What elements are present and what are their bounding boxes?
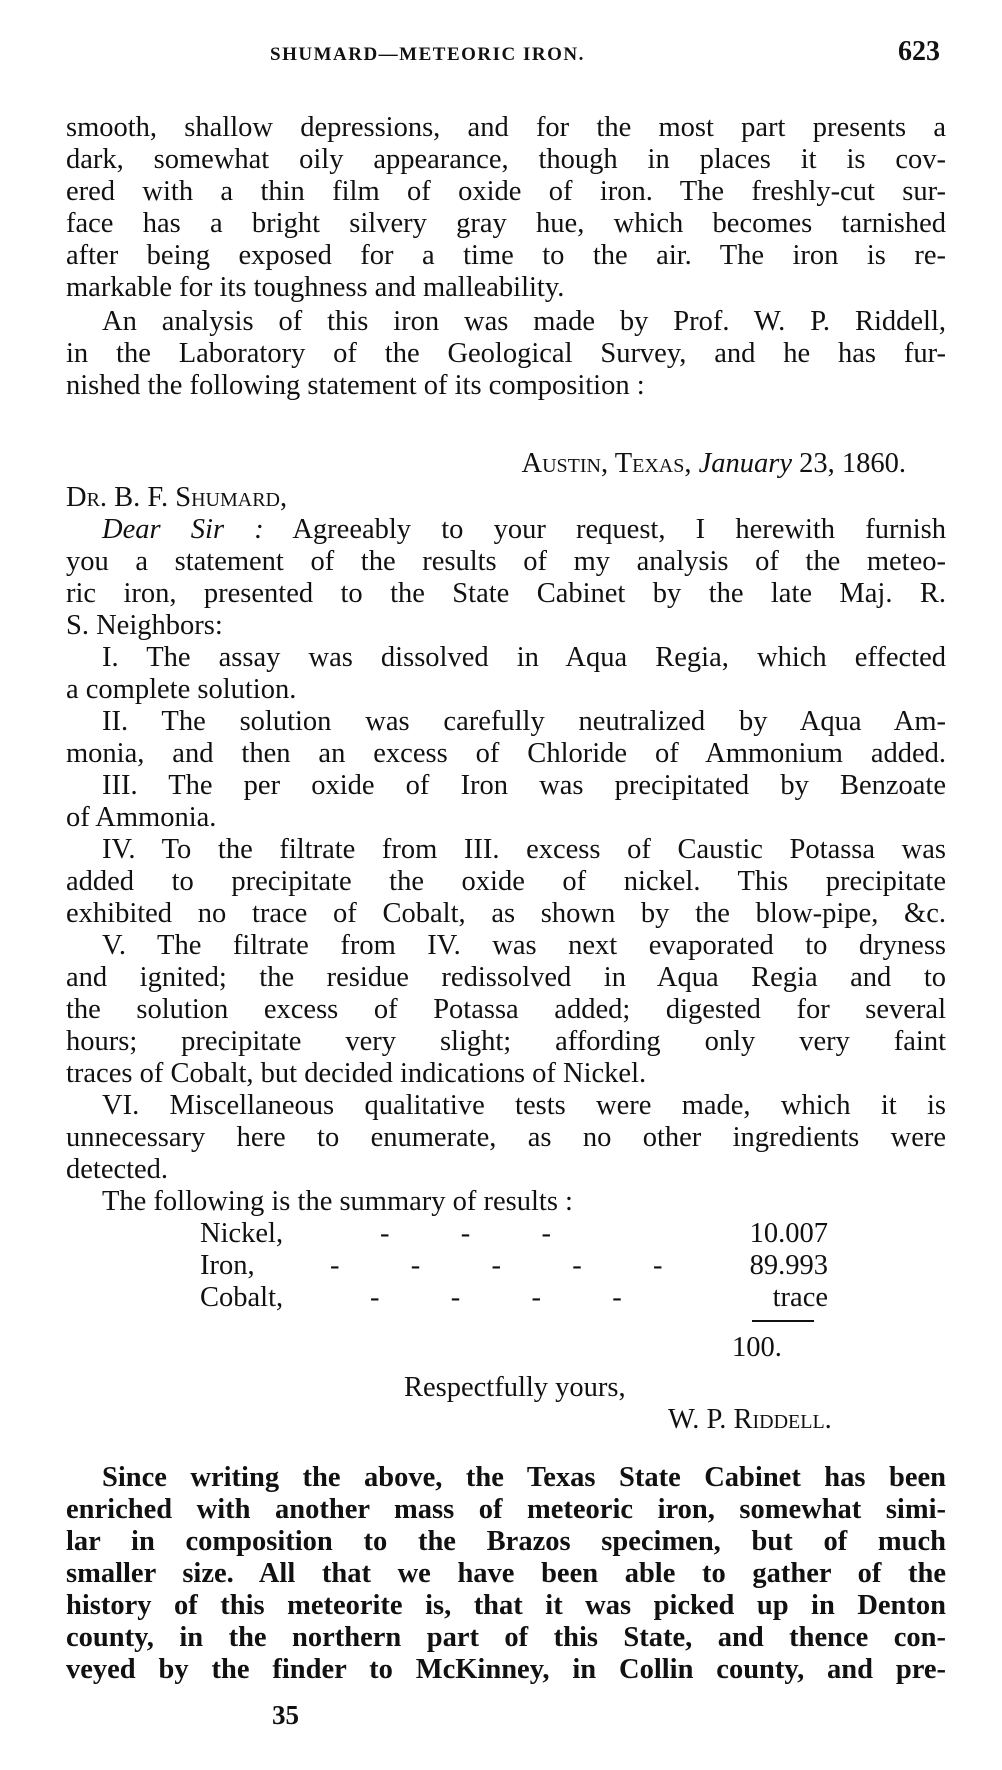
text-line: ric iron, presented to the State Cabinet by the late Maj. R.	[66, 578, 946, 609]
step-1	[66, 642, 946, 706]
signature-mark: 35	[272, 1700, 299, 1730]
results-table	[200, 1218, 828, 1314]
addressee: Dr. B. F. Shumard,	[66, 482, 288, 513]
text-line: veyed by the finder to McKinney, in Collin county, and pre-	[66, 1654, 946, 1685]
letter-date: 23, 1860.	[799, 448, 906, 479]
analysis-steps	[66, 642, 946, 1218]
text-line: face has a bright silvery gray hue, which becomes tarnished	[66, 208, 946, 239]
result-row-nickel	[200, 1218, 828, 1250]
letter-signature: W. P. Riddell.	[668, 1404, 832, 1435]
text-line: smooth, shallow depressions, and for the most part presents a	[66, 112, 946, 143]
text-line: III. The per oxide of Iron was precipitated by Benzoate	[102, 770, 946, 801]
letter-addressee	[66, 482, 946, 514]
text-line: of Ammonia.	[66, 802, 217, 833]
running-head: SHUMARD—METEORIC IRON.	[270, 44, 585, 65]
results-total: 100.	[732, 1332, 782, 1363]
text-line: An analysis of this iron was made by Prof. W. P. Riddell,	[102, 306, 946, 337]
summary-intro: The following is the summary of results :	[102, 1186, 573, 1217]
text-line: hours; precipitate very slight; affording only very faint	[66, 1026, 946, 1057]
text-line: Since writing the above, the Texas State Cabinet has been	[102, 1462, 946, 1493]
letter-dateline	[66, 448, 946, 480]
text-line: S. Neighbors:	[66, 610, 223, 641]
text-line: detected.	[66, 1154, 169, 1185]
text-line: V. The filtrate from IV. was next evaporated to dryness	[102, 930, 946, 961]
letter-month: January	[698, 448, 792, 479]
result-value: 10.007	[749, 1218, 828, 1249]
closing-paragraph	[66, 1462, 946, 1686]
text-line: enriched with another mass of meteoric iron, somewhat simi-	[66, 1494, 946, 1525]
text-line: in the Laboratory of the Geological Survey, and he has fur-	[66, 338, 946, 369]
intro-paragraph	[66, 112, 946, 304]
step-4	[66, 834, 946, 930]
text-line: the solution excess of Potassa added; digested for several	[66, 994, 946, 1025]
salutation: Dear Sir :	[102, 514, 264, 545]
result-name: Nickel,	[200, 1218, 284, 1249]
text-line: II. The solution was carefully neutralized by Aqua Am-	[102, 706, 946, 737]
text-line: VI. Miscellaneous qualitative tests were made, which it is	[102, 1090, 946, 1121]
text-line: lar in composition to the Brazos specimen, but of much	[66, 1526, 946, 1557]
text-line: traces of Cobalt, but decided indications of Nickel.	[66, 1058, 647, 1089]
result-leader: - - - -	[370, 1282, 622, 1313]
text-line: IV. To the filtrate from III. excess of Caustic Potassa was	[102, 834, 946, 865]
text-line: you a statement of the results of my analysis of the meteo-	[66, 546, 946, 577]
text-line: nished the following statement of its composition :	[66, 370, 645, 401]
sum-rule	[752, 1320, 814, 1322]
text-line: after being exposed for a time to the air. The iron is re-	[66, 240, 946, 271]
text-line: ered with a thin film of oxide of iron. The freshly-cut sur-	[66, 176, 946, 207]
step-5	[66, 930, 946, 1090]
text-line: exhibited no trace of Cobalt, as shown by the blow-pipe, &c.	[66, 898, 946, 929]
result-leader: - - -	[380, 1218, 551, 1249]
text-line: Agreeably to your request, I herewith furnish	[263, 514, 946, 545]
step-6	[66, 1090, 946, 1186]
result-leader: - - - - -	[330, 1250, 663, 1281]
page-header	[270, 36, 940, 76]
text-line: history of this meteorite is, that it was picked up in Denton	[66, 1590, 946, 1621]
step-3	[66, 770, 946, 834]
text-line: dark, somewhat oily appearance, though in places it is cov-	[66, 144, 946, 175]
text-line: added to precipitate the oxide of nickel. This precipitate	[66, 866, 946, 897]
result-value: 89.993	[749, 1250, 828, 1281]
text-line: county, in the northern part of this State, and thence con-	[66, 1622, 946, 1653]
text-line: I. The assay was dissolved in Aqua Regia, which effected	[102, 642, 946, 673]
text-line: monia, and then an excess of Chloride of Ammonium added.	[66, 738, 946, 769]
letter-closing: Respectfully yours,	[404, 1372, 626, 1403]
page-number: 623	[898, 36, 940, 67]
text-line: smaller size. All that we have been able to gather of the	[66, 1558, 946, 1589]
analysis-paragraph	[66, 306, 946, 402]
letter-body	[66, 514, 946, 642]
result-row-cobalt	[200, 1282, 828, 1314]
text-line: and ignited; the residue redissolved in Aqua Regia and to	[66, 962, 946, 993]
result-value: trace	[772, 1282, 828, 1313]
result-row-iron	[200, 1250, 828, 1282]
text-line: unnecessary here to enumerate, as no other ingredients were	[66, 1122, 946, 1153]
letter-place: Austin, Texas,	[521, 448, 692, 479]
text-line: a complete solution.	[66, 674, 297, 705]
result-name: Cobalt,	[200, 1282, 284, 1313]
result-name: Iron,	[200, 1250, 255, 1281]
step-2	[66, 706, 946, 770]
text-line: markable for its toughness and malleability.	[66, 272, 565, 303]
